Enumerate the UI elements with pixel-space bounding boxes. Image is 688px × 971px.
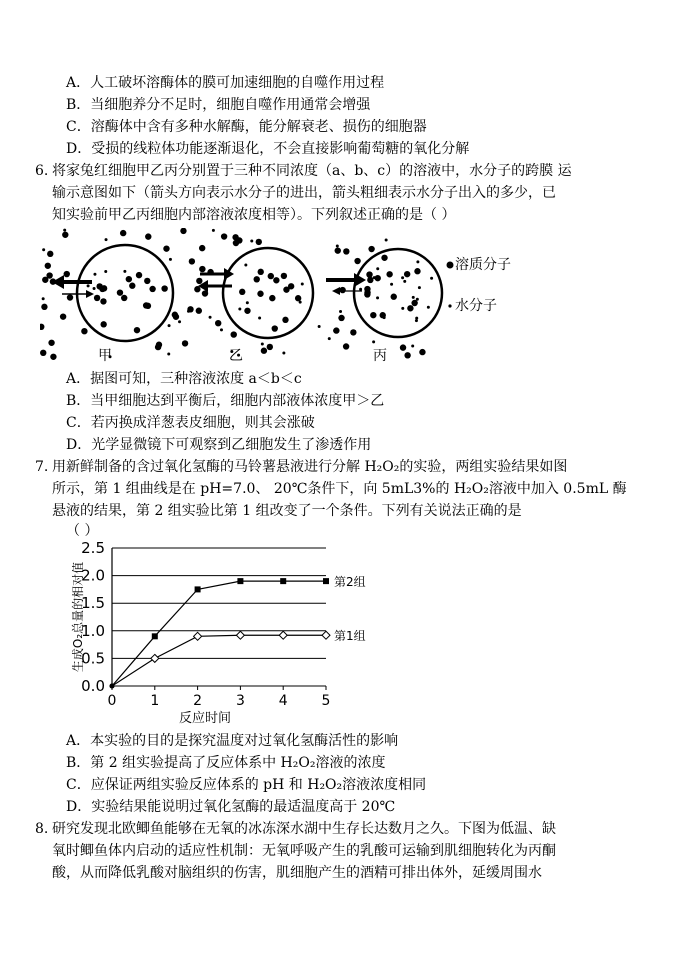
outside-particle: [47, 251, 53, 257]
outside-particle: [328, 337, 331, 340]
inside-particle: [404, 271, 410, 277]
outside-particle: [336, 244, 339, 247]
inside-particle: [301, 282, 304, 285]
y-tick-label: 0.5: [81, 649, 105, 668]
q6-stem-line-1: 将家兔红细胞甲乙丙分别置于三种不同浓度（a、b、c）的溶液中，水分子的跨膜 运: [52, 163, 572, 179]
cell-label-yi: 乙: [229, 348, 243, 364]
inside-particle: [244, 264, 247, 267]
outside-particle: [105, 238, 108, 241]
q6-number: 6.: [35, 163, 49, 179]
inside-particle: [93, 273, 96, 276]
outside-particle: [261, 343, 264, 346]
arrow-bing-thin-out: [332, 287, 362, 295]
outside-particle: [372, 340, 375, 343]
inside-particle: [273, 277, 279, 283]
cell-yi-membrane: [223, 248, 313, 338]
outside-particle: [63, 229, 66, 232]
inside-particle: [282, 317, 288, 323]
series-label: 第1组: [334, 629, 366, 644]
inside-particle: [295, 295, 301, 301]
outside-particle: [163, 245, 169, 251]
data-point: [322, 631, 330, 639]
inside-particle: [412, 296, 415, 299]
q6-stem-line-2: 输示意图如下（箭头方向表示水分子的进出，箭头粗细表示水分子出入的多少，已: [52, 185, 556, 201]
outside-particle: [41, 304, 47, 310]
q7-option-b: B．第 2 组实验提高了反应体系中 H₂O₂溶液的浓度: [66, 755, 386, 771]
inside-particle: [246, 301, 249, 304]
data-point: [279, 631, 287, 639]
inside-particle: [403, 280, 406, 283]
outside-particle: [42, 297, 45, 300]
outside-particle: [335, 247, 341, 253]
outside-particle: [40, 350, 46, 356]
inside-particle: [367, 277, 373, 283]
outside-particle: [209, 316, 212, 319]
q7-number: 7.: [35, 459, 49, 475]
inside-particle: [386, 271, 392, 277]
legend-solute-dot: [447, 262, 454, 269]
q5-option-b: B．当细胞养分不足时，细胞自噬作用通常会增强: [66, 97, 371, 113]
inside-particle: [257, 291, 263, 297]
outside-particle: [120, 230, 126, 236]
arrow-jia-thick-out: [52, 275, 92, 289]
inside-particle: [288, 283, 294, 289]
q7-option-c: C．应保证两组实验反应体系的 pH 和 H₂O₂溶液浓度相同: [66, 777, 427, 793]
outside-particle: [168, 324, 171, 327]
q5-option-d: D．受损的线粒体功能逐渐退化，不会直接影响葡萄糖的氧化分解: [66, 141, 470, 157]
outside-particle: [400, 344, 406, 350]
inside-particle: [401, 307, 404, 310]
inside-particle: [258, 316, 261, 319]
outside-particle: [343, 248, 349, 254]
outside-particle: [220, 328, 223, 331]
outside-particle: [368, 246, 374, 252]
arrow-yi-out: [198, 280, 232, 292]
q6-stem-line-3: 知实验前甲乙丙细胞内部溶液浓度相等）。下列叙述正确的是（ ）: [52, 207, 456, 223]
outside-particle: [155, 344, 161, 350]
outside-particle: [256, 239, 262, 245]
outside-particle: [411, 345, 414, 348]
data-point: [323, 578, 329, 584]
q7-stem-line-1: 用新鲜制备的含过氧化氢酶的马铃薯悬液进行分解 H₂O₂的实验，两组实验结果如图: [52, 459, 568, 475]
outside-particle: [343, 343, 349, 349]
inside-particle: [99, 286, 105, 292]
q5-option-c: C．溶酶体中含有多种水解酶，能分解衰老、损伤的细胞器: [66, 119, 427, 135]
inside-particle: [268, 273, 274, 279]
outside-particle: [215, 320, 221, 326]
legend-water-dot: [448, 304, 451, 307]
outside-particle: [194, 286, 200, 292]
inside-particle: [391, 294, 397, 300]
inside-particle: [390, 283, 393, 286]
q7-stem-line-3: 悬液的结果，第 2 组实验比第 1 组改变了一个条件。下列有关说法正确的是: [52, 503, 522, 519]
outside-particle: [182, 340, 188, 346]
x-tick-label: 2: [193, 693, 203, 709]
inside-particle: [269, 295, 275, 301]
inside-particle: [254, 276, 260, 282]
outside-particle: [64, 271, 70, 277]
inside-particle: [407, 305, 413, 311]
q6-option-a: A．据图可知，三种溶液浓度 a＜b＜c: [66, 371, 302, 387]
outside-particle: [350, 329, 356, 335]
q7-stem-line-2: 所示，第 1 组曲线是在 pH=7.0、 20℃条件下，向 5mL3%的 H₂O₂溶液中加入 0.5mL 酶: [52, 481, 627, 497]
outside-particle: [60, 313, 66, 319]
arrow-bing-thick-in: [326, 273, 366, 287]
outside-particle: [67, 294, 73, 300]
inside-particle: [414, 268, 420, 274]
o2-chart: [68, 538, 368, 728]
inside-particle: [143, 302, 149, 308]
inside-particle: [416, 298, 419, 301]
inside-particle: [370, 312, 376, 318]
q8-stem-line-3: 酸，从而降低乳酸对脑组织的伤害，肌细胞产生的酒精可排出体外，延缓周围水: [52, 865, 542, 881]
inside-particle: [104, 270, 107, 273]
data-point: [236, 631, 244, 639]
inside-particle: [418, 286, 421, 289]
outside-particle: [282, 351, 285, 354]
outside-particle: [199, 266, 205, 272]
q6-option-b: B．当甲细胞达到平衡后，细胞内部液体浓度甲＞乙: [66, 393, 385, 409]
x-tick-label: 4: [278, 693, 288, 709]
data-point: [194, 632, 202, 640]
outside-particle: [339, 287, 345, 293]
inside-particle: [94, 295, 100, 301]
inside-particle: [281, 273, 287, 279]
outside-particle: [167, 352, 170, 355]
x-tick-label: 3: [235, 693, 245, 709]
cell-label-jia: 甲: [98, 348, 112, 364]
inside-particle: [416, 260, 419, 263]
x-tick-label: 0: [107, 693, 117, 709]
y-tick-label: 0.0: [81, 677, 105, 695]
data-point: [280, 578, 286, 584]
inside-particle: [149, 286, 155, 292]
outside-particle: [81, 328, 87, 334]
data-point: [152, 633, 158, 639]
inside-particle: [161, 285, 167, 291]
q8-stem-line-2: 氧时鲫鱼体内启动的适应性机制：无氧呼吸产生的乳酸可运输到肌细胞转化为丙酮: [52, 843, 556, 859]
data-point: [195, 586, 201, 592]
inside-particle: [415, 317, 418, 320]
q8-number: 8.: [35, 821, 49, 837]
x-axis-label: 反应时间: [178, 711, 232, 726]
inside-particle: [376, 296, 379, 299]
x-tick-label: 1: [150, 693, 160, 709]
outside-particle: [354, 258, 360, 264]
outside-particle: [419, 349, 425, 355]
inside-particle: [381, 255, 387, 261]
outside-particle: [333, 327, 339, 333]
q6-option-d: D．光学显微镜下可观察到乙细胞发生了渗透作用: [66, 437, 372, 453]
inside-particle: [136, 272, 142, 278]
inside-particle: [366, 271, 372, 277]
inside-particle: [244, 308, 250, 314]
q5-option-a: A．人工破坏溶酶体的膜可加速细胞的自噬作用过程: [66, 75, 385, 91]
outside-particle: [48, 340, 54, 346]
inside-particle: [129, 283, 135, 289]
y-axis-label: 生成O₂总量的相对值: [71, 561, 85, 673]
inside-particle: [144, 278, 150, 284]
outside-particle: [196, 308, 202, 314]
y-tick-label: 1.0: [81, 621, 105, 640]
outside-particle: [189, 258, 195, 264]
inside-particle: [87, 284, 90, 287]
outside-particle: [339, 310, 342, 313]
outside-particle: [404, 352, 410, 358]
inside-particle: [117, 289, 123, 295]
inside-particle: [427, 306, 430, 309]
q7-option-d: D．实验结果能说明过氧化氢酶的最适温度高于 20℃: [66, 799, 396, 815]
series-line-2: [112, 635, 326, 686]
outside-particle: [180, 228, 186, 234]
q6-option-c: C．若丙换成洋葱表皮细胞，则其会涨破: [66, 415, 315, 431]
outside-particle: [212, 229, 215, 232]
inside-particle: [126, 276, 132, 282]
outside-particle: [221, 233, 227, 239]
outside-particle: [196, 278, 202, 284]
outside-particle: [42, 277, 48, 283]
outside-particle: [233, 240, 239, 246]
inside-particle: [359, 288, 362, 291]
inside-particle: [299, 301, 302, 304]
outside-particle: [250, 240, 253, 243]
inside-particle: [430, 277, 433, 280]
outside-particle: [50, 354, 56, 360]
outside-particle: [199, 245, 205, 251]
inside-particle: [383, 316, 386, 319]
series-label: 第2组: [334, 575, 366, 590]
outside-particle: [62, 232, 68, 238]
y-tick-label: 1.5: [81, 594, 105, 613]
outside-particle: [338, 315, 344, 321]
inside-particle: [364, 289, 370, 295]
inside-particle: [93, 287, 96, 290]
inside-particle: [238, 307, 241, 310]
cell-label-bing: 丙: [373, 348, 387, 364]
outside-particle: [187, 306, 193, 312]
legend-water-label: 水分子: [455, 298, 497, 314]
outside-particle: [178, 320, 181, 323]
inside-particle: [411, 300, 417, 306]
series-line-1: [112, 581, 326, 686]
inside-particle: [376, 267, 379, 270]
outside-particle: [385, 239, 388, 242]
outside-particle: [267, 344, 273, 350]
x-tick-label: 5: [321, 693, 331, 709]
inside-particle: [100, 298, 106, 304]
inside-particle: [258, 269, 264, 275]
outside-particle: [261, 348, 267, 354]
outside-particle: [145, 233, 151, 239]
outside-particle: [169, 258, 172, 261]
q7-option-a: A．本实验的目的是探究温度对过氧化氢酶活性的影响: [66, 733, 399, 749]
inside-particle: [121, 295, 127, 301]
outside-particle: [173, 314, 179, 320]
inside-particle: [272, 325, 278, 331]
q7-stem-line-4: （ ）: [66, 523, 99, 539]
data-point: [237, 578, 243, 584]
inside-particle: [123, 270, 126, 273]
solute-dots: [40, 228, 433, 360]
y-tick-label: 2.0: [81, 566, 105, 585]
inside-particle: [401, 276, 404, 279]
q8-stem-line-1: 研究发现北欧鲫鱼能够在无氧的冰冻深水湖中生存长达数月之久。下图为低温、缺: [52, 821, 556, 837]
outside-particle: [40, 324, 44, 330]
outside-particle: [231, 331, 237, 337]
outside-particle: [45, 263, 51, 269]
inside-particle: [100, 321, 106, 327]
inside-particle: [134, 327, 140, 333]
inside-particle: [239, 289, 245, 295]
y-tick-label: 2.5: [81, 539, 105, 557]
data-point: [151, 654, 159, 662]
legend-solute-label: 溶质分子: [455, 257, 511, 273]
outside-particle: [318, 325, 321, 328]
data-point: [110, 684, 115, 689]
outside-particle: [42, 248, 45, 251]
